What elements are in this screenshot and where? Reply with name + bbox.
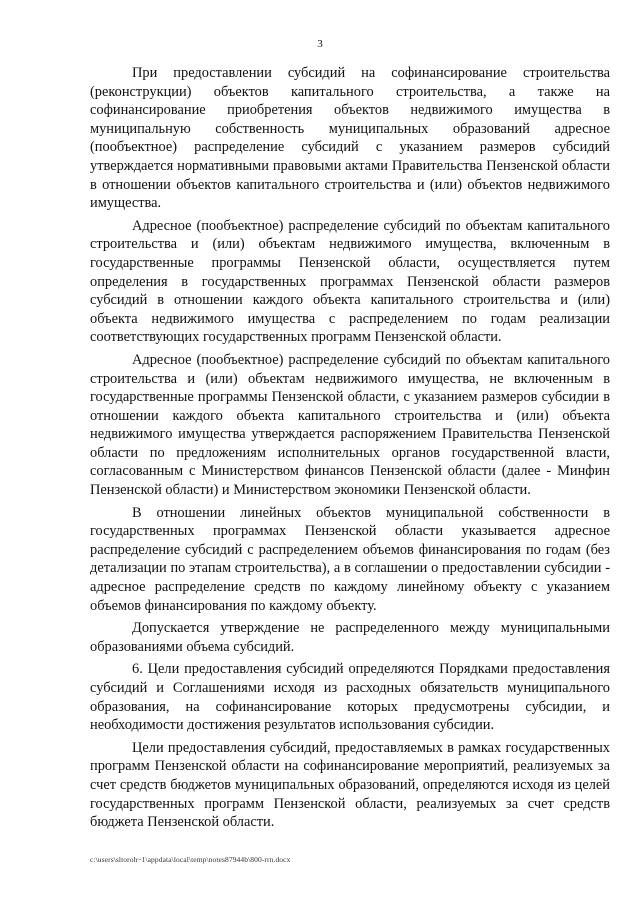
paragraph: При предоставлении субсидий на софинансирование строительства (реконструкции) объектов капитального строительства, а также на софинансирование приобретения объектов недвижимого имущества в муниципальную собственность муниципальных образований адресное (пообъектное) распределение субсидий с указанием размеров субсидий утверждается нормативными правовыми актами Правительства Пензенской области в отношении объектов капитального строительства и (или) объектов недвижимого имущества. (90, 65, 610, 212)
paragraph: Адресное (пообъектное) распределение субсидий по объектам капитального строительства и (или) объектам недвижимого имущества, не включенным в государственные программы Пензенской области, с указанием размеров субсидии в отношении каждого объекта капитального строительства и (или) объекта недвижимого имущества утверждается распоряжением Правительства Пензенской области по предложениям исполнительных органов государственной власти, согласованным с Министерством финансов Пензенской области (далее - Минфин Пензенской области) и Министерством экономики Пензенской области. (90, 351, 610, 499)
paragraph: 6. Цели предоставления субсидий определяются Порядками предоставления субсидий и Соглашениями исходя из расходных обязательств муниципального образования, на софинансирование которых предусмотрены субсидии, и необходимости достижения результатов использования субсидии. (90, 661, 610, 734)
file-path-footer: c:\users\sltoroh~1\appdata\local\temp\notes87944b\800-rrn.docx (90, 855, 291, 864)
page-number: 3 (317, 38, 323, 50)
paragraph: Цели предоставления субсидий, предоставляемых в рамках государственных программ Пензенской области на софинансирование мероприятий, реализуемых за счет средств бюджетов муниципальных образований, определяются исходя из целей государственных программ Пензенской области, реализуемых за счет средств бюджета Пензенской области. (90, 739, 610, 831)
paragraph: Допускается утверждение не распределенного между муниципальными образованиями объема субсидий. (90, 620, 610, 655)
paragraph: Адресное (пообъектное) распределение субсидий по объектам капитального строительства и (или) объектам недвижимого имущества, включенным в государственные программы Пензенской области, осуществляется путем определения в государственных программах Пензенской области размеров субсидий в отношении каждого объекта капитального строительства и (или) объекта недвижимого имущества с распределением по годам реализации соответствующих государственных программ Пензенской области. (90, 217, 610, 346)
document-body (90, 64, 610, 836)
paragraph: В отношении линейных объектов муниципальной собственности в государственных программах Пензенской области указывается адресное распределение субсидий с распределением объемов финансирования по годам (без детализации по этапам строительства), а в соглашении о предоставлении субсидии - адресное распределение средств по каждому линейному объекту с указанием объемов финансирования по каждому объекту. (90, 504, 610, 614)
